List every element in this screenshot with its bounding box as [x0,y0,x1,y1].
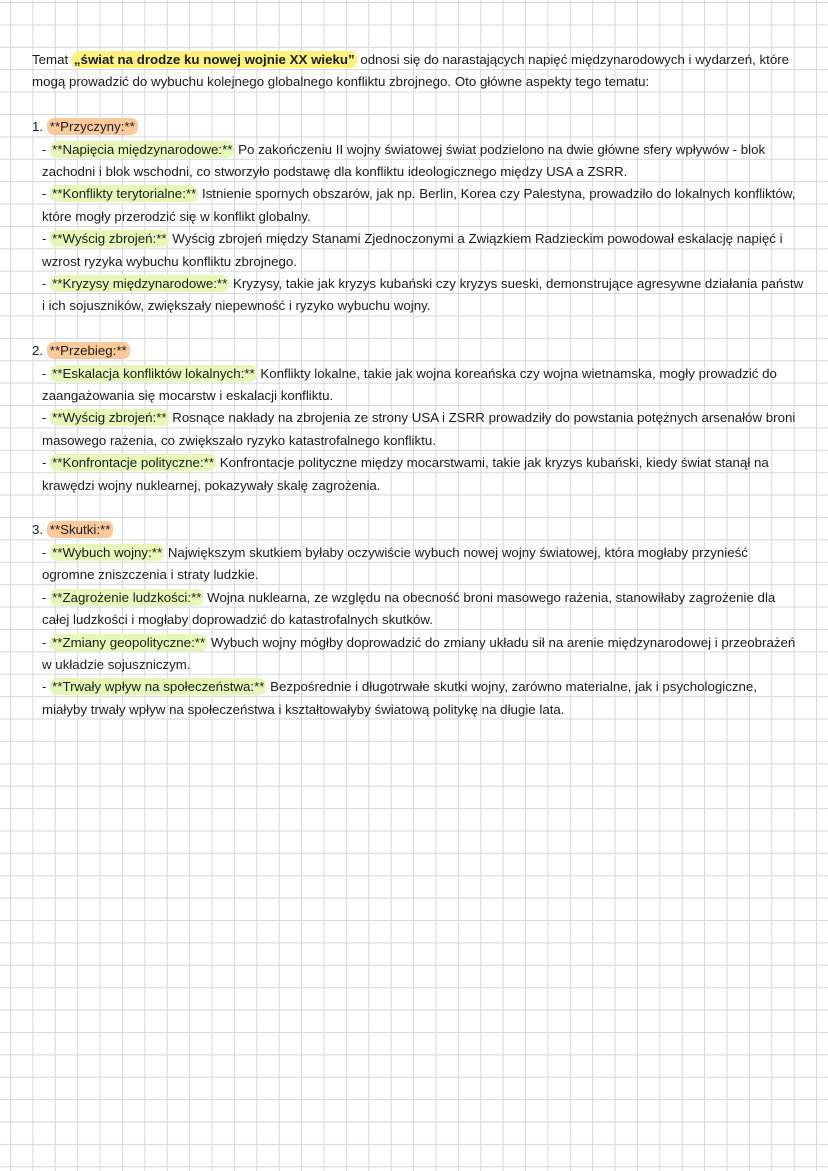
item-dash: - [42,410,51,426]
section-title: **Przyczyny:** [47,118,138,135]
item-term: **Zmiany geopolityczne:** [52,634,206,650]
section-number: 1. [32,119,44,135]
list-item [32,228,804,273]
list-item [32,632,804,677]
item-dash: - [42,455,51,471]
item-dash: - [42,544,51,560]
list-item [32,407,804,452]
item-text: Po zakończeniu II wojny światowej świat podzielono na dwie główne sfery wpływów - blok zachodni i blok wschodni, co stworzyło podstawę dla konfliktu ideologicznego między USA a ZSRR. [42,141,766,180]
item-term: **Wyścig zbrojeń:** [52,231,167,247]
item-text: Kryzysy, takie jak kryzys kubański czy kryzys sueski, demonstrujące agresywne działania państw i ich sojuszników, zwiększały niepewność i ryzyko wybuchu wojny. [42,276,804,314]
intro-paragraph [32,49,804,94]
section-heading [32,340,804,362]
section-title: **Przebieg:** [47,342,130,359]
item-text: Wyścig zbrojeń między Stanami Zjednoczonymi a Związkiem Radzieckim powodował eskalację napięć i wzrost ryzyka wybuchu konfliktu zbrojnego. [42,231,783,269]
item-text: Wojna nuklearna, ze względu na obecność broni masowego rażenia, stanowiłaby zagrożenie dla całej ludzkości i mogłaby doprowadzić do katastrofalnych skutków. [42,589,776,628]
item-text: Bezpośrednie i długotrwałe skutki wojny, zarówno materialne, jak i psychologiczne, miałyby trwały wpływ na społeczeństwa i kształtowałyby światową politykę na długie lata. [42,679,757,717]
section-effects [32,519,804,721]
list-item [32,139,804,184]
list-item [32,183,804,228]
item-dash: - [42,186,51,202]
item-text: Konflikty lokalne, takie jak wojna koreańska czy wojna wietnamska, mogły prowadzić do zaangażowania się mocarstw i eskalacji konfliktu. [42,365,777,404]
item-term: **Trwały wpływ na społeczeństwa:** [52,679,265,695]
list-item [32,273,804,318]
list-item [32,542,804,587]
item-dash: - [42,141,51,157]
item-term: **Konflikty terytorialne:** [52,186,197,202]
item-term: **Konfrontacje polityczne:** [52,455,214,471]
section-course [32,340,804,497]
item-dash: - [42,365,51,381]
section-heading [32,519,804,541]
list-item [32,587,804,632]
item-text: Wybuch wojny mógłby doprowadzić do zmiany układu sił na arenie międzynarodowej i przeobrażeń w układzie sojuszniczym. [42,634,796,672]
item-term: **Wyścig zbrojeń:** [52,410,167,426]
item-dash: - [42,679,51,695]
item-text: Rosnące nakłady na zbrojenia ze strony USA i ZSRR prowadziły do powstania potężnych arsenałów broni masowego rażenia, co zwiększało ryzyko katastrofalnego konfliktu. [42,410,796,448]
section-number: 3. [32,522,44,538]
item-term: **Zagrożenie ludzkości:** [52,589,202,605]
list-item [32,452,804,497]
item-term: **Napięcia międzynarodowe:** [52,141,233,157]
item-text: Istnienie spornych obszarów, jak np. Berlin, Korea czy Palestyna, prowadziło do lokalnych konfliktów, które mogły przerodzić się w konflikt globalny. [42,186,796,224]
item-term: **Kryzysy międzynarodowe:** [52,276,228,292]
item-text: Największym skutkiem byłaby oczywiście wybuch nowej wojny światowej, która mogłaby przynieść ogromne zniszczenia i straty ludzkie. [42,544,748,583]
list-item [32,676,804,721]
section-title: **Skutki:** [47,521,114,538]
section-number: 2. [32,343,44,359]
item-dash: - [42,276,51,292]
item-dash: - [42,231,51,247]
list-item [32,363,804,408]
note-page [32,49,804,721]
intro-lead: Temat [32,52,72,67]
item-dash: - [42,634,51,650]
item-dash: - [42,589,51,605]
section-causes [32,116,804,318]
item-term: **Wybuch wojny:** [52,544,163,560]
item-text: Konfrontacje polityczne między mocarstwami, takie jak kryzys kubański, kiedy świat stanął na krawędzi wojny nuklearnej, pokazywały skalę zagrożenia. [42,455,769,493]
item-term: **Eskalacja konfliktów lokalnych:** [52,365,255,381]
topic-title: „świat na drodze ku nowej wojnie XX wieku” [73,52,355,67]
intro-text: odnosi się do narastających napięć międzynarodowych i wydarzeń, które mogą prowadzić do wybuchu kolejnego globalnego konfliktu zbrojnego. Oto główne aspekty tego tematu: [32,52,790,90]
section-heading [32,116,804,138]
